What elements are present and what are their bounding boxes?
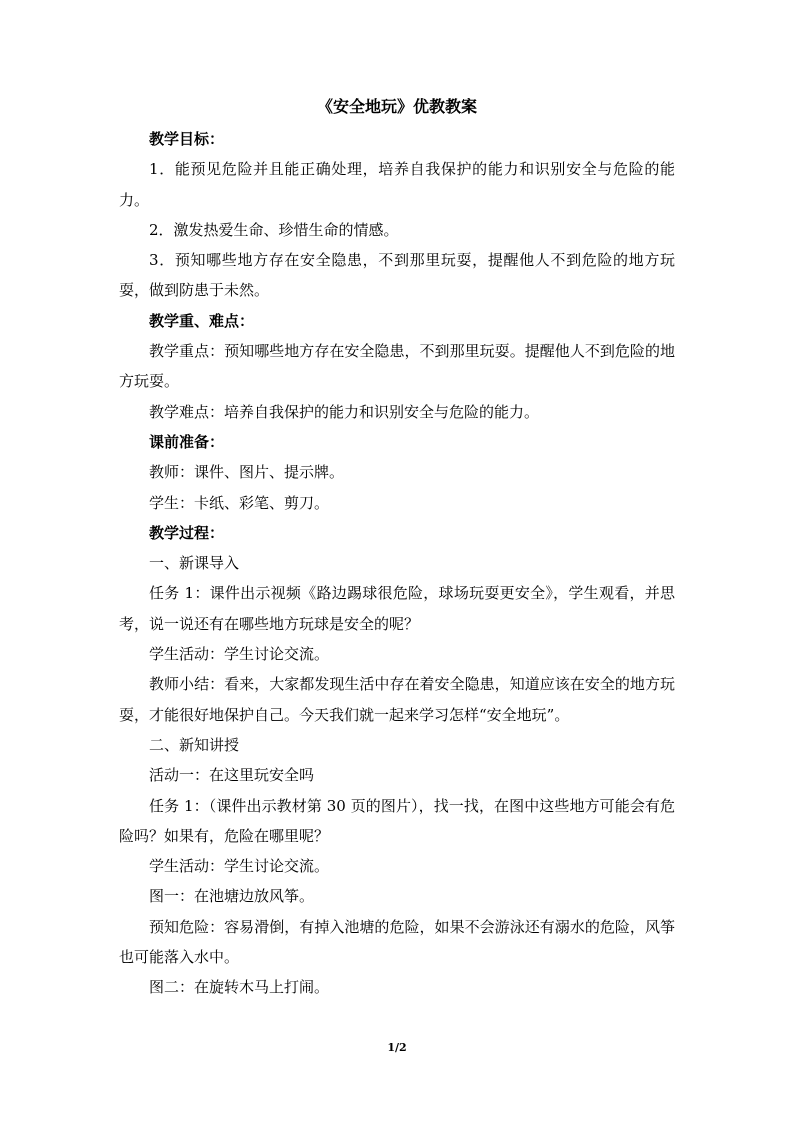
- paragraph: 学生：卡纸、彩笔、剪刀。: [149, 493, 330, 512]
- paragraph: 教师：课件、图片、提示牌。: [149, 463, 345, 482]
- paragraph: 教学重点：预知哪些地方存在安全隐患，不到那里玩耍。提醒他人不到危险的地方玩耍。: [119, 342, 675, 391]
- paragraph: 学生活动：学生讨论交流。: [149, 857, 330, 876]
- paragraph: 教师小结：看来，大家都发现生活中存在着安全隐患，知道应该在安全的地方玩耍，才能很好地保护自己。今天我们就一起来学习怎样“安全地玩”。: [119, 675, 675, 724]
- document-body: [119, 124, 675, 1003]
- paragraph: 1．能预见危险并且能正确处理，培养自我保护的能力和识别安全与危险的能力。: [119, 160, 675, 209]
- paragraph: 二、新知讲授: [149, 735, 240, 754]
- paragraph: 图一：在池塘边放风筝。: [149, 887, 315, 906]
- paragraph: 任务 1：（课件出示教材第 30 页的图片），找一找，在图中这些地方可能会有危险吗？如果有，危险在哪里呢？: [119, 796, 675, 845]
- section-heading-key-points: 教学重、难点：: [149, 311, 255, 330]
- page-number: 1/2: [387, 1041, 407, 1054]
- paragraph: 活动一：在这里玩安全吗: [149, 766, 315, 785]
- paragraph: 2．激发热爱生命、珍惜生命的情感。: [149, 220, 399, 239]
- paragraph: 预知危险：容易滑倒，有掉入池塘的危险，如果不会游泳还有溺水的危险，风筝也可能落入水中。: [119, 917, 675, 967]
- paragraph: 教学难点：培养自我保护的能力和识别安全与危险的能力。: [149, 402, 540, 421]
- document-title: 《安全地玩》优教教案: [316, 97, 477, 116]
- paragraph: 一、新课导入: [149, 554, 240, 573]
- paragraph: 学生活动：学生讨论交流。: [149, 645, 330, 664]
- paragraph: 任务 1：课件出示视频《路边踢球很危险，球场玩耍更安全》，学生观看，并思考，说一说还有在哪些地方玩球是安全的呢？: [119, 584, 675, 633]
- section-heading-objectives: 教学目标：: [149, 130, 225, 148]
- section-heading-process: 教学过程：: [149, 523, 225, 542]
- section-heading-preparation: 课前准备：: [149, 432, 225, 451]
- paragraph: 3．预知哪些地方存在安全隐患，不到那里玩耍，提醒他人不到危险的地方玩耍，做到防患于未然。: [119, 251, 675, 300]
- paragraph: 图二：在旋转木马上打闹。: [149, 978, 330, 997]
